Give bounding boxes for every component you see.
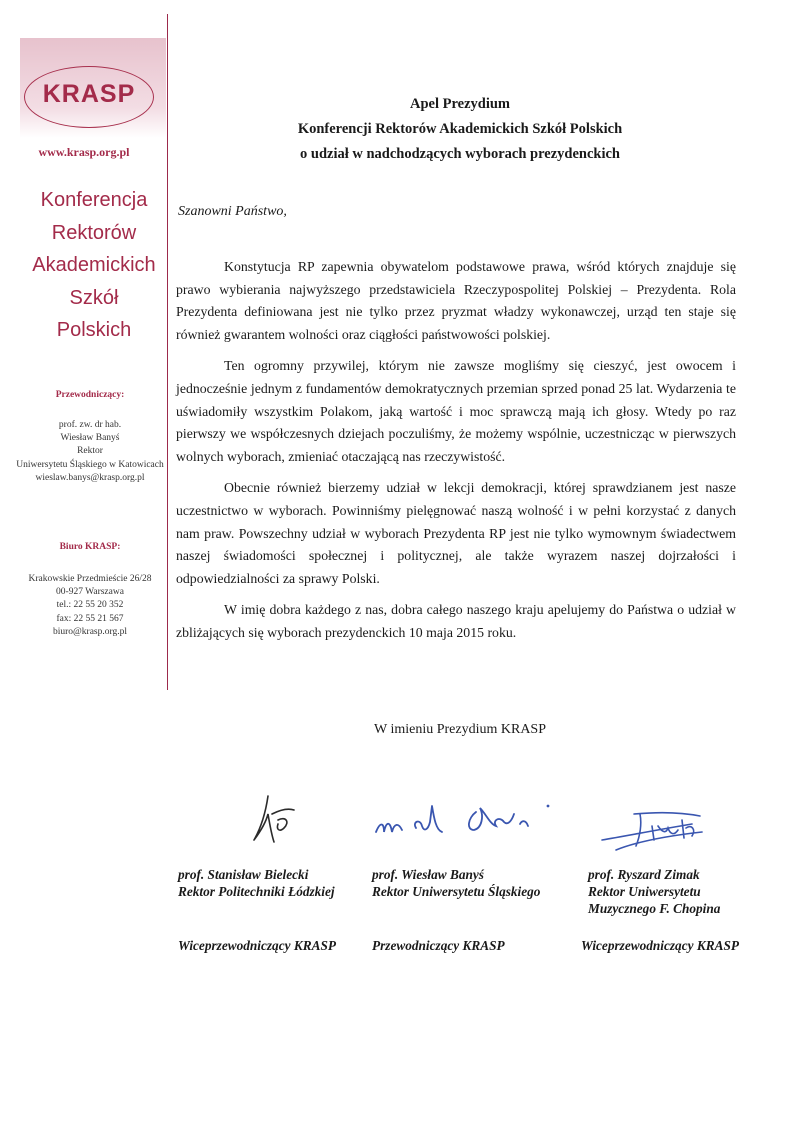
signatory-name: prof. Wiesław Banyś [372, 867, 484, 882]
signatory-role: Przewodniczący KRASP [372, 938, 505, 953]
website-url[interactable]: www.krasp.org.pl [38, 145, 130, 159]
chair-details [0, 419, 180, 485]
signatory-role: Wiceprzewodniczący KRASP [581, 938, 739, 953]
office-email[interactable]: biuro@krasp.org.pl [52, 626, 127, 637]
signatory-title: Rektor Uniwersytetu [588, 884, 701, 899]
org-name-line: Polskich [56, 319, 132, 341]
salutation: Szanowni Państwo, [178, 204, 287, 219]
paragraph: Konstytucja RP zapewnia obywatelom podstawowe prawa, wśród których znajduje się prawo wybierania najwyższego przedstawiciela Rzeczypospolitej Polskiej – Prezydenta. Rola Prezydenta definiowana jest nie tylko przez pryzmat władzy wykonawczej, urząd ten staje się również gwarantem wolności oraz ciągłości państwowości polskiej. [176, 259, 736, 342]
title-line: Konferencji Rektorów Akademickich Szkół Polskich [297, 121, 623, 137]
signature-bielecki [232, 792, 302, 850]
office-heading: Biuro KRASP: [59, 542, 121, 552]
title-line: Apel Prezydium [409, 96, 510, 112]
signatory-title: Rektor Uniwersytetu Śląskiego [372, 884, 541, 899]
signatory-bielecki [178, 866, 335, 900]
organization-name [0, 184, 188, 347]
chair-line: prof. zw. dr hab. [58, 420, 122, 430]
letter-body [176, 256, 736, 654]
paragraph: Ten ogromny przywilej, którym nie zawsze mogliśmy się cieszyć, jest owocem i jednocześnie jednym z fundamentów demokratycznych przemian sprzed ponad 25 lat. Wydarzenia te uświadomiły wszystkim Polakom, jaką wartość i moc sprawczą mają ich głosy. Wtedy po raz pierwszy we współczesnych dziejach poczuliśmy, że możemy wspólnie, uczestnicząc w pierwszych wolnych wyborach, zmieniać otaczającą nas rzeczywistość. [176, 358, 736, 464]
signatory-title: Muzycznego F. Chopina [588, 901, 721, 916]
chair-line: Wiesław Banyś [60, 433, 120, 444]
chair-heading: Przewodniczący: [55, 390, 125, 400]
paragraph: Obecnie również bierzemy udział w lekcji demokracji, której sprawdzianem jest nasze uczestnictwo w wyborach. Powinniśmy pielęgnować naszą wolność i w pełni korzystać z danych nam praw. Powszechny udział w wyborach Prezydenta RP jest nie tylko wymownym świadectwem naszej świadomości społecznej i politycznej, ale także wyrazem naszej dojrzałości i odpowiedzialności za sprawy Polski. [176, 480, 736, 586]
office-line: 00-927 Warszawa [56, 587, 124, 598]
signature-zimak [596, 806, 714, 856]
sidebar-divider [167, 14, 168, 690]
org-name-line: Konferencja [40, 189, 148, 211]
office-line: fax: 22 55 21 567 [56, 613, 124, 624]
letter-title [250, 92, 670, 167]
org-name-line: Szkół [69, 286, 119, 309]
signatory-banys [372, 866, 540, 900]
office-line: Krakowskie Przedmieście 26/28 [28, 574, 152, 584]
signatory-title: Rektor Politechniki Łódzkiej [178, 884, 335, 899]
letterhead-sidebar [0, 0, 168, 1131]
org-name-line: Akademickich [32, 254, 156, 276]
logo: KRASP [42, 80, 136, 108]
closing-line: W imieniu Prezydium KRASP [373, 722, 547, 737]
chair-email[interactable]: wieslaw.banys@krasp.org.pl [35, 472, 145, 483]
paragraph: W imię dobra każdego z nas, dobra całego naszego kraju apelujemy do Państwa o udział w zbliżających się wyborach prezydenckich 10 maja 2015 roku. [176, 602, 736, 640]
signature-banys [372, 796, 558, 846]
signatory-name: prof. Stanisław Bielecki [178, 867, 309, 882]
chair-line: Uniwersytetu Śląskiego w Katowicach [16, 459, 164, 470]
office-line: tel.: 22 55 20 352 [56, 600, 124, 611]
office-details [0, 573, 180, 639]
title-line: o udział w nadchodzących wyborach prezydenckich [300, 146, 620, 162]
signatory-zimak [588, 866, 720, 917]
signatory-name: prof. Ryszard Zimak [588, 867, 700, 882]
signatory-role: Wiceprzewodniczący KRASP [178, 938, 336, 953]
chair-line: Rektor [77, 446, 103, 457]
org-name-line: Rektorów [51, 221, 137, 244]
